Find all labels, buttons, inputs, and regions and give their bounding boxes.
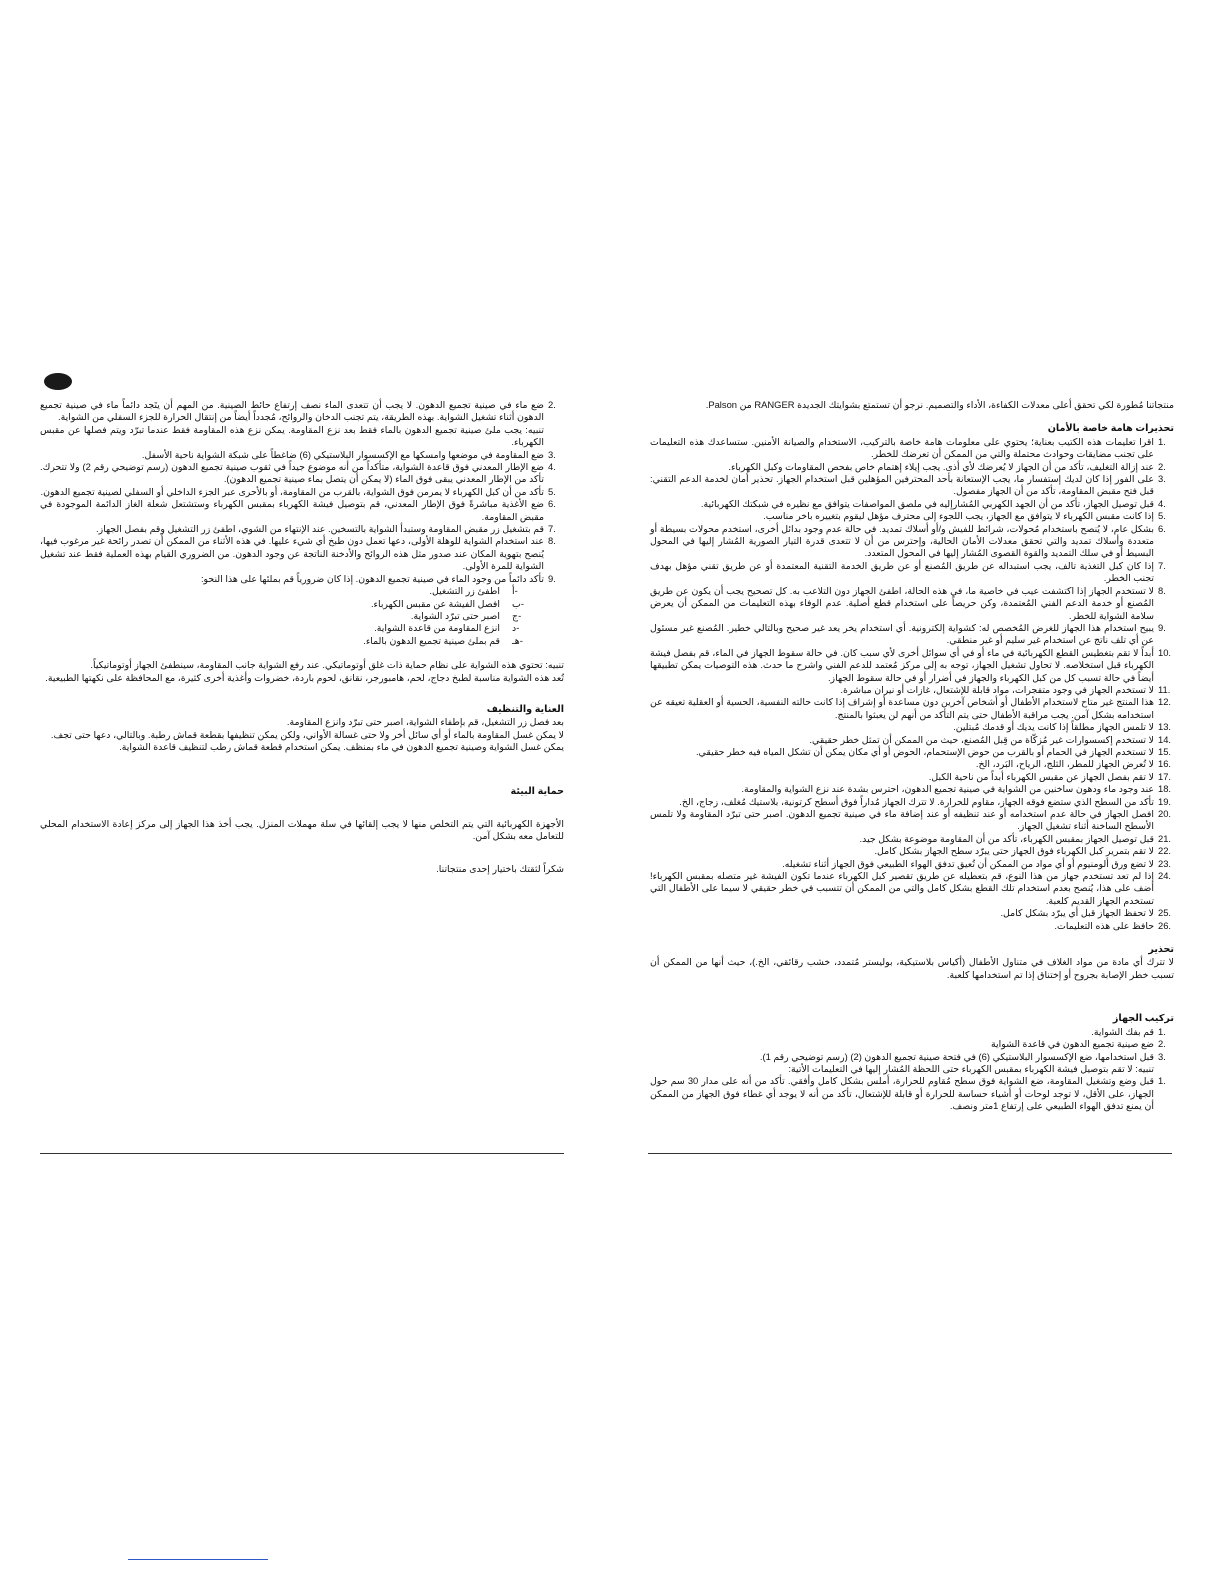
item-number: 10. (1158, 646, 1172, 658)
list-item (650, 808, 1172, 833)
item-number: 2. (1158, 1038, 1166, 1050)
list-item (40, 597, 524, 610)
item-number: 23. (1158, 857, 1172, 869)
list-item (40, 448, 556, 461)
warning-text: لا تترك أي مادة من مواد الغلاف في متناول الأطفال (أكياس بلاستيكية، بوليستر مُتمدد، خشب رقائقي، الخ.)، حيث أنها من الممكن أن تسبب خطر الإصابة بجروح أو إختناق إذا تم استخدامها كلعبة. (650, 956, 1174, 980)
item-text: قبل توصيل الجهاز بمقبس الكهرباء، تأكد من أن المقاومة موضوعة بشكل جيد. (859, 832, 1154, 844)
item-number: 2. (1158, 460, 1166, 472)
item-text: افصل الفيشة عن مقبس الكهرباء. (370, 597, 500, 609)
list-item (650, 460, 1166, 473)
list-item (40, 461, 556, 486)
item-number: 5. (1158, 510, 1166, 522)
item-number: 3. (548, 448, 556, 460)
list-item (650, 497, 1166, 510)
list-item (650, 621, 1166, 647)
item-number: 15. (1158, 745, 1172, 757)
item-number: 21. (1158, 832, 1172, 844)
item-number: 17. (1158, 770, 1172, 782)
item-text: اقرا تعليمات هذه الكتيب بعناية؛ يحتوي على معلومات هامة خاصة بالتركيب، الاستخدام والصيانة الأمنين. ستساعدك هذه التعليمات على تجنب مضايقات وحوادث محتملة والتي من الممكن أن تعرضك للخطر. (650, 435, 1154, 460)
care-text-2: لا يمكن غسل المقاومة بالماء أو أي سائل أخر ولا حتى غسالة الأواني، ولكن يمكن تنظيفها بقطعة قماش رطبة. وبالتالي، دعها حتى تجف. (50, 728, 564, 740)
list-item (650, 683, 1171, 696)
item-text: عند استخدام الشواية للوهلة الأولى، دعها تعمل دون طبخ أي شيء عليها. في هذه الأثناء من الممكن أن تصدر رائحة غير مرغوب فيها، يُنصح بتهوية المكان عند صدور مثل هذه الروائح والأدخنة الناتجة عن وجود الدهون. من الضروري القيام بهذه العملية فقط عند تشغيل الشواية للمرة الأولى. (40, 535, 544, 572)
list-item (40, 535, 556, 572)
footer-rule (128, 1559, 268, 1560)
environment-text: الأجهزة الكهربائية التي يتم التخلص منها لا يجب إلقائها في سلة مهملات المنزل. يجب أخذ هذا الجهاز إلى مركز إعادة الاستخدام المحلي للتعامل معه بشكل آمن. (40, 817, 564, 842)
list-item (40, 523, 556, 535)
item-number: 12. (1158, 696, 1172, 708)
item-text: تأكد دائماً من وجود الماء في صينية تجميع الدهون. إذا كان ضرورياً قم بملئها على هذا النحو: (200, 572, 544, 584)
food-note: تُعد هذه الشواية مناسبة لطبخ دجاج، لحم، هامبورجر، نقانق، لحوم باردة، خضروات وأغذية أخرى كثيرة، مع المحافظة على نكهتها الطبيعية. (45, 671, 564, 683)
list-item (40, 399, 556, 449)
item-letter: د- (512, 622, 520, 634)
left-column-divider (40, 1153, 564, 1154)
item-number: 25. (1158, 907, 1172, 919)
care-text-3: يمكن غسل الشواية وصينية تجميع الدهون في ماء بمنظف. يمكن استخدام قطعة قماش رطب لتنظيف قاعدة الشواية. (119, 741, 564, 753)
list-item (650, 758, 1172, 770)
item-text: إذا كانت مقبس الكهرباء لا يتوافق مع الجهاز، يجب اللجوء إلى محترف مؤهل ليقوم بتغييره باخر مناسب. (763, 510, 1154, 522)
item-text: قبل وضع وتشغيل المقاومة، ضع الشواية فوق سطح مُقاوم للحرارة، أملس بشكل كامل وأفقي. تأكد من أنه على مدار 30 سم حول الجهاز، على الأقل، لا توجد لوحات أو أشياء حساسة للحرارة أو قابلة للإشتعال، تأكد من أنه لا يوجد أي غطاء فوق الجهاز من الممكن أن يمنع تدفق الهواء الطبيعي على إرتفاع 1متر ونصف. (650, 1075, 1154, 1112)
item-number: 24. (1158, 870, 1172, 882)
item-number: 4. (1158, 497, 1166, 509)
item-text: اطفئ زر التشغيل. (429, 585, 500, 597)
item-letter: هـ- (512, 634, 523, 646)
item-text: أبداً لا تقم بتغطيس القطع الكهربائية في ماء أو في أي سوائل أخرى لأي سبب كان. في حالة سقوط الجهاز في الماء، قم بفصل فيشة الكهرباء قبل استخلاصه. لا تحاول تشغيل الجهاز، توجه به إلى مركز مُعتمد للدعم الفني واشرح ما حدث. هذه التوصيات يمكن تطبيقها أيضاً في حالة تسبب كل من كبل الكهرباء والجهاز في أضرار أو في حالة سقوط الجهاز. (650, 646, 1154, 683)
item-number: 6. (1158, 522, 1166, 534)
list-item (650, 919, 1172, 932)
item-text: ضع المقاومة في موضعها وامسكها مع الإكسسوار البلاستيكي (6) ضاغطاً على شبكة الشواية ناحية الأسفل. (141, 448, 544, 460)
list-item (650, 473, 1166, 498)
warning-heading: تحذير (1148, 944, 1174, 956)
item-number: 14. (1158, 733, 1172, 745)
refill-steps (40, 585, 544, 647)
item-text: لا تستخدم الجهاز في الحمام أو بالقرب من حوض الإستحمام، الحوض أو أي مكان يمكن أن تشكل المياه فيه خطر حقيقي. (695, 745, 1154, 757)
usage-list (40, 399, 564, 647)
assembly-sub-list (650, 1075, 1174, 1112)
list-item (650, 646, 1172, 684)
item-number: 1. (1158, 435, 1166, 447)
item-text: لا تقم بفصل الجهاز عن مقبس الكهرباء أبداً من ناحية الكبل. (928, 770, 1154, 782)
item-text: لا تستخدم إكسسوارات غير مُزكّاة من قِبل المُصنع، حيث من الممكن أن تمثل خطر حقيقي. (809, 733, 1154, 745)
item-text: قبل توصيل الجهاز، تأكد من أن الجهد الكهربي المُشارإليه في ملصق المواصفات يتوافق مع نظيره في شبكتك الكهربائية. (700, 497, 1154, 509)
item-text: لا تضع ورق ألومنيوم أو أي مواد من الممكن أن تُعيق تدفق الهواء الطبيعي فوق الجهاز أثناء تشغيله. (782, 857, 1154, 869)
item-number: 4. (548, 461, 556, 473)
item-number: 18. (1158, 783, 1172, 795)
item-text: إذا لم تعد تستخدم جهاز من هذا النوع، قم بتعطيله عن طريق تقصير كبل الكهرباء عندما تكون الفيشة غير متصله بمقبس الكهرباء! أضف على هذا، يُنصح بعدم استخدام تلك القطع بشكل كامل والتي من الممكن أن تتسبب في خطر حقيقي لا سيما على الأطفال التي تستخدم الجهاز القديم كلعبة. (650, 870, 1154, 906)
item-number: 5. (548, 485, 556, 497)
list-item (650, 845, 1172, 857)
list-item (650, 1050, 1166, 1063)
item-text: لا تُعرض الجهاز للمطر، الثلج، الرياح، البَرد، الخ. (975, 758, 1154, 770)
list-item (40, 622, 520, 634)
environment-heading: حماية البيئة (510, 785, 564, 797)
list-item (650, 1038, 1166, 1050)
item-text: قم بتشغيل زر مقبض المقاومة وستبدأ الشواية بالتسخين. عند الإنتهاء من الشوي، اطفئ زر التشغيل وقم بفصل الجهاز. (96, 523, 544, 535)
right-column-divider (648, 1153, 1172, 1154)
item-text: ضع الإطار المعدني فوق قاعدة الشواية، متأكداً من أنه موضوع جيداً في ثقوب صينية تجميع الدهون (رسم توضيحي رقم 2) ولا تتحرك. تأكد من الإطار المعدني يبقى فوق الماء (لا يمكن أن يتصل بماء صينية تجميع الدهون). (40, 461, 544, 485)
item-text: عند إزالة التغليف، تأكد من أن الجهاز لا يُعرضك لأي أذى. يجب إيلاء إهتمام خاص بفحص المقاومات وكبل الكهرباء. (728, 460, 1154, 472)
item-text: انزع المقاومة من قاعدة الشواية. (374, 622, 500, 634)
list-item (650, 745, 1172, 758)
item-number: 20. (1158, 808, 1172, 819)
item-text: اصبر حتى تبرّد الشواية. (410, 609, 500, 621)
list-item (40, 609, 522, 622)
list-item (650, 510, 1166, 522)
list-item (650, 832, 1172, 845)
item-text: عند وجود ماء ودهون ساخنين من الشواية في صينية تجميع الدهون، احترس بشدة عند نزع الشواية والمقاومة. (741, 783, 1154, 795)
item-number: 16. (1158, 758, 1172, 770)
item-letter: أ- (512, 585, 518, 597)
item-text: افصل الجهاز في حالة عدم استخدامه أو عند تنظيفه أو عند إضافة ماء في صينية تجميع الدهون. اصبر حتى تبرّد المقاومة ولا تلمس الأسطح الساخنة أثناء تشغيل الجهاز. (650, 808, 1154, 832)
assembly-list (650, 1026, 1174, 1063)
item-text: ضع ماء في صينية تجميع الدهون. لا يجب أن تتعدى الماء نصف إرتفاع حائط الصينية. من المهم أن يتَجد دائماً ماء في صينية تجميع الدهون أثناء تشغيل الشواية. بهذه الطريقة، يتم تجنب الدخان والروائح، مُجدداً أيضاً من إنتقال الحرارة للجزء السفلي من الشواية. (40, 399, 544, 423)
item-text: لا تقم بتمرير كبل الكهرباء فوق الجهاز حتى يبرّد سطح الجهاز بشكل كامل. (874, 845, 1154, 857)
list-item (650, 1075, 1166, 1112)
intro-text: منتجاتنا مُطورة لكي تحقق أعلى معدلات الكفاءة، الأداء والتصميم. نرجو أن تستمتع بشوايتك الجديدة RANGER من Palson. (705, 399, 1174, 410)
item-number: 6. (548, 498, 556, 510)
list-item (650, 559, 1166, 585)
item-letter: ب- (512, 597, 524, 609)
item-text: تأكد من السطح الذي ستضع فوقه الجهاز، مقاوم للحرارة. لا تترك الجهاز مُداراً فوق أسطح كرتونية، بلاستيك مُغلف، زجاج، الخ. (679, 795, 1154, 807)
list-item (650, 435, 1166, 461)
item-number: 9. (548, 572, 556, 584)
item-number: 13. (1158, 721, 1172, 733)
item-text: لا تلمس الجهاز مطلقاً إذا كانت يديك أو قدمك مُبتلين. (953, 721, 1154, 733)
list-item (650, 857, 1172, 870)
item-text: قم بفك الشواية. (1091, 1025, 1154, 1037)
item-number: 8. (1158, 584, 1166, 596)
assembly-heading: تركيب الجهاز (1112, 1013, 1174, 1025)
item-text: حافظ على هذه التعليمات. (1054, 919, 1154, 931)
list-item (40, 572, 556, 647)
thanks-text: شكراً لثقتك باختيار إحدى منتجاتنا. (436, 862, 564, 874)
item-number: 26. (1158, 919, 1172, 931)
item-letter: ج- (512, 609, 522, 621)
list-item (650, 1025, 1166, 1038)
list-item (650, 733, 1172, 746)
item-number: 2. (548, 399, 556, 410)
item-text: هذا المنتج غير متاح لاستخدام الأطفال أو أشخاص آخرين دون مساعدة أو إشراف إذا كانت حالته النفسية، الحسية أو العقلية تعيقه عن استخدامه بشكل آمن. يجب مراقبة الأطفال حتى يتم التأكد من أنهم لن يعبثوا بالمنتج. (650, 696, 1154, 720)
list-item (40, 498, 556, 523)
list-item (650, 696, 1172, 721)
item-text: قبل استخدامها، ضع الإكسسوار البلاستيكي (6) في فتحة صينية تجميع الدهون (2) (رسم توضيحي رقم 1). (759, 1050, 1154, 1062)
item-text: ضع صينية تجميع الدهون في قاعدة الشواية (991, 1038, 1154, 1050)
item-number: 11. (1158, 683, 1171, 695)
item-text: لا تستخدم الجهاز إذا اكتشفت عيب في خاصية ما، في هذه الحالة، اطفئ الجهاز دون التلاعب به. كل تصحيح يجب أن يكون عن طريق المُصنع أو خدمة الدعم الفني المُعتمدة، وكن حريصاً على استخدام قطع أصلية. عدم الوفاء بهذه التعليمات من الممكن أن يعرض سلامة الشواية للخطر. (650, 584, 1154, 621)
item-text: بشكل عام، لا يُنصح باستخدام مُحولات، شرائط للفيش و/أو أسلاك تمديد. في حالة عدم وجود بدائل أخرى، استخدم محولات بسيطة أو متعددة وأسلاك تمديد والتي تحقق معدلات الأمان الحالية، وإحترس من أن لا تتعدى قدرة التيار الصورية المُشار إليها في المحول البسيط أو في سلك التمديد والقوة القصوى المُشار إليها في المحول المتعدد. (650, 522, 1154, 559)
language-badge (44, 373, 72, 390)
list-item (650, 783, 1172, 795)
list-item (40, 485, 556, 498)
left-column (40, 399, 564, 875)
item-text: يبيح استخدام هذا الجهاز للغرض المُخصص له: كشواية إلكترونية. أي استخدام يخر يعد غير صحيح وبالتالي خطير. المُصنع غير مسئول عن أي تلف ناتج عن استخدام غير سليم أو غير منطقي. (650, 621, 1154, 646)
item-text: قم بملئ صينية تجميع الدهون بالماء. (363, 634, 500, 646)
list-item (650, 522, 1166, 560)
item-number: 1. (1158, 1075, 1166, 1087)
list-item (650, 770, 1172, 783)
item-text: لا تستخدم الجهاز في وجود متفجرات، مواد قابلة للإشتعال، غازات أو نيران مباشرة. (840, 683, 1154, 695)
item-text: على الفور إذا كان لديك إستفسار ما، يجب الإستعانة بأحد المحترفين المؤهلين قبل استخدام الجهاز. تحذير أمان لخدمة الدعم التقني: قبل فتح مقبض المقاومة، تأكد من أن الجهاز مفصول. (650, 473, 1154, 497)
assembly-note: تنبيه: لا تقم بتوصيل فيشة الكهرباء بمقبس الكهرباء حتى اللحظة المُشار إليها في التعليمات الأتية: (788, 1062, 1154, 1074)
care-heading: العناية والتنظيف (486, 703, 564, 715)
safety-heading: تحذيرات هامة خاصة بالأمان (1047, 423, 1174, 435)
water-note: تنبيه: يجب ملئ صينية تجميع الدهون بالماء فقط بعد نزع المقاومة. يمكن نزع هذه المقاومة فقط عندما تبرّد ويتم فصلها عن مقبس الكهرباء. (40, 423, 544, 448)
list-item (650, 584, 1166, 622)
item-text: إذا كان كبل التغذية تالف، يجب استبداله عن طريق المُصنع أو عن طريق الخدمة التقنية المعتمدة أو عن طريق تقني مؤهل بهدف تجنب الخطر. (650, 559, 1154, 584)
item-text: ضع الأغذية مباشرةً فوق الإطار المعدني، قم بتوصيل فيشة الكهرباء بمقبس الكهرباء وستشتعل شعلة الغاز الدائمة الموجودة في مقبض المقاومة. (40, 498, 544, 522)
item-number: 3. (1158, 473, 1166, 485)
list-item (650, 795, 1172, 808)
item-number: 1. (1158, 1025, 1166, 1037)
list-item (40, 634, 523, 647)
list-item (650, 870, 1172, 907)
safety-list (650, 436, 1174, 932)
right-column (650, 399, 1174, 1113)
item-number: 7. (1158, 559, 1166, 571)
item-number: 19. (1158, 795, 1172, 807)
item-text: تأكد من أن كبل الكهرباء لا يمرمن فوق الشواية، بالقرب من المقاومة، أو بالأحرى عبر الجزء الداخلي أو السفلي لصينية تجميع الدهون. (40, 485, 544, 497)
item-number: 3. (1158, 1050, 1166, 1062)
item-number: 8. (548, 535, 556, 547)
item-text: لا تحفظ الجهاز قبل أي يبرّد بشكل كامل. (1000, 907, 1154, 919)
item-number: 22. (1158, 845, 1172, 857)
care-text-1: بعد فصل زر التشغيل، قم بإطفاء الشواية، اصبر حتى تبرّد وانزع المقاومة. (286, 716, 564, 728)
list-item (650, 721, 1172, 733)
list-item (40, 585, 518, 597)
list-item (650, 907, 1172, 919)
item-number: 9. (1158, 621, 1166, 633)
auto-shutoff-note: تنبيه: تحتوي هذه الشواية على نظام حماية ذات غلق أوتوماتيكي. عند رفع الشواية جانب المقاومة، سينطفئ الجهاز أوتوماتيكياً. (90, 659, 564, 671)
item-number: 7. (548, 523, 556, 535)
